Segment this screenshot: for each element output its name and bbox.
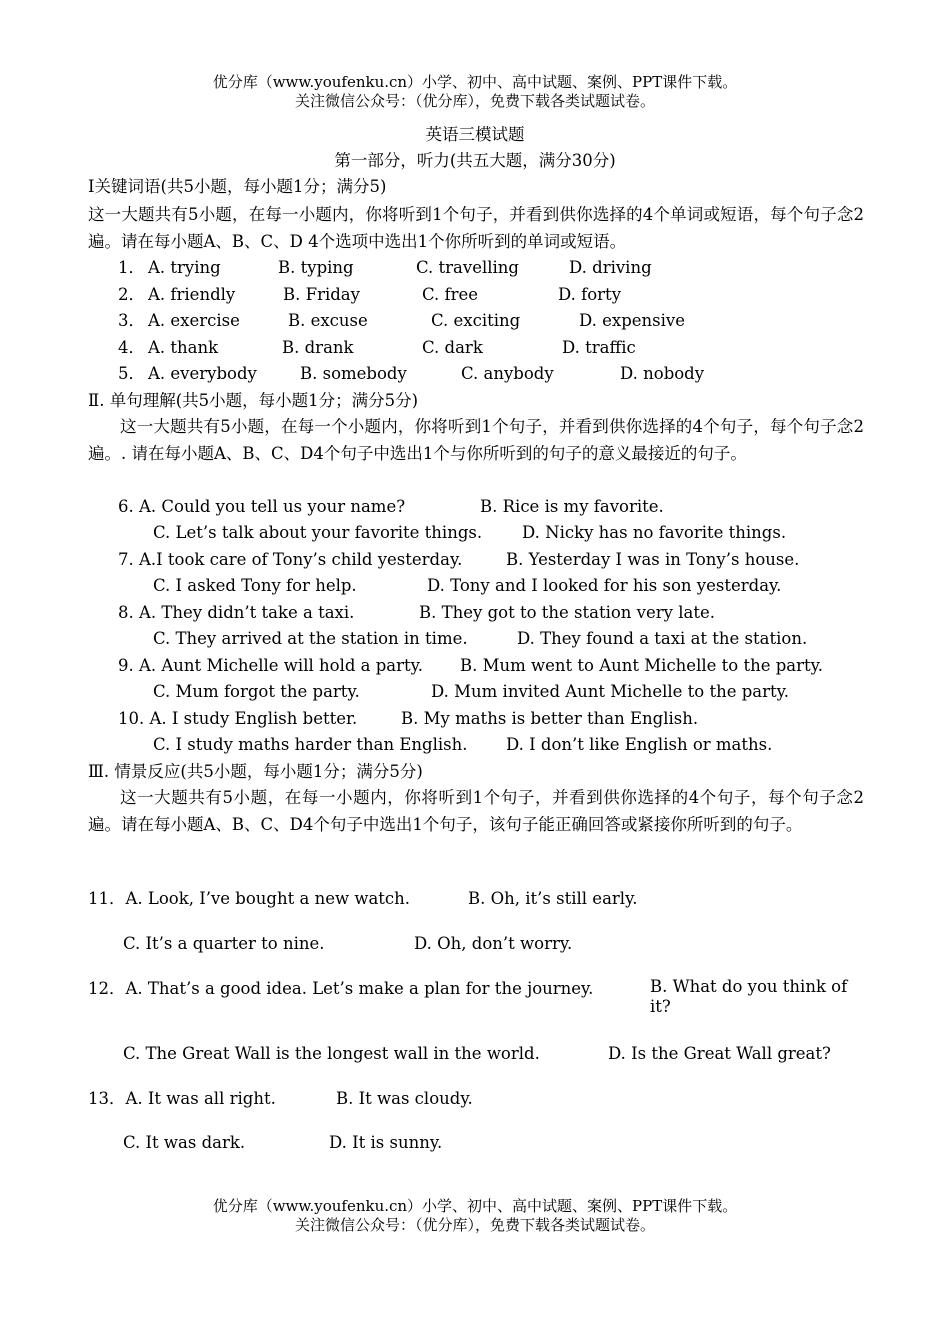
question-number: 1． [118, 258, 145, 277]
option-b: B. Rice is my favorite. [480, 497, 664, 516]
option-a: 8. A. They didn’t take a taxi. [118, 603, 355, 622]
part1-title: 第一部分，听力(共五大题，满分30分) [334, 151, 616, 170]
option-b: B. What do you think of it? [650, 977, 848, 1016]
option-b: B. excuse [288, 311, 368, 330]
exam-title: 英语三模试题 [425, 125, 525, 144]
option-c: C. I study maths harder than English. [153, 735, 468, 754]
option-a: 11．A. Look, I’ve bought a new watch. [88, 889, 411, 908]
question-number: 3． [118, 311, 145, 330]
option-c: C. It’s a quarter to nine. [123, 934, 325, 953]
section3-instructions: 这一大题共有5小题，在每一小题内，你将听到1个句子，并看到供你选择的4个句子，每个句子念2遍。请在每小题A、B、C、D4个句子中选出1个句子，该句子能正确回答或紧接你所听到的句子。 [88, 788, 864, 834]
section1-heading: I关键词语(共5小题，每小题1分；满分5) [88, 177, 387, 196]
option-a: A. friendly [148, 285, 236, 304]
option-b: B. somebody [300, 364, 407, 383]
option-a: 7. A.I took care of Tony’s child yesterday. [118, 550, 463, 569]
section2-instructions: 这一大题共有5小题，在每一个小题内，你将听到1个句子，并看到供你选择的4个句子，每个句子念2遍。. 请在每小题A、B、C、D4个句子中选出1个与你所听到的句子的意义最接近的句子。 [88, 417, 864, 463]
page-footer-line2: 关注微信公众号：（优分库），免费下载各类试题试卷。 [294, 1216, 655, 1234]
option-b: B. They got to the station very late. [419, 603, 715, 622]
option-a: 9. A. Aunt Michelle will hold a party. [118, 656, 424, 675]
option-c: C. free [422, 285, 479, 304]
section1-instructions: 这一大题共有5小题，在每一小题内，你将听到1个句子，并看到供你选择的4个单词或短语，每个句子念2遍。请在每小题A、B、C、D 4个选项中选出1个你所听到的单词或短语。 [88, 205, 864, 251]
option-d: D. Nicky has no favorite things. [522, 523, 787, 542]
option-a: 10. A. I study English better. [118, 709, 358, 728]
page-header-line1: 优分库（www.youfenku.cn）小学、初中、高中试题、案例、PPT课件下载。 [212, 73, 738, 91]
option-d: D. Oh, don’t worry. [414, 934, 573, 953]
option-c: C. travelling [416, 258, 519, 277]
option-c: C. It was dark. [123, 1133, 246, 1152]
section3-heading: Ⅲ. 情景反应(共5小题，每小题1分；满分5分) [88, 762, 423, 781]
question-number: 5． [118, 364, 145, 383]
option-c: C. Mum forgot the party. [153, 682, 360, 701]
question-number: 4． [118, 338, 145, 357]
option-a: A. thank [148, 338, 219, 357]
option-d: D. Mum invited Aunt Michelle to the party. [431, 682, 790, 701]
option-d: D. traffic [562, 338, 636, 357]
option-b: B. Oh, it’s still early. [468, 889, 638, 908]
option-c: C. I asked Tony for help. [153, 576, 357, 595]
option-a: 12．A. That’s a good idea. Let’s make a plan for the journey. [88, 979, 594, 998]
question-number: 2． [118, 285, 145, 304]
page-footer-line1: 优分库（www.youfenku.cn）小学、初中、高中试题、案例、PPT课件下载。 [212, 1197, 738, 1215]
option-c: C. They arrived at the station in time. [153, 629, 468, 648]
section2-heading: Ⅱ. 单句理解(共5小题，每小题1分；满分5分) [88, 391, 419, 410]
option-c: C. dark [422, 338, 483, 357]
option-c: C. exciting [431, 311, 521, 330]
option-a: 13．A. It was all right. [88, 1089, 276, 1108]
option-c: C. Let’s talk about your favorite things. [153, 523, 483, 542]
option-a: A. everybody [148, 364, 257, 383]
option-d: D. driving [569, 258, 652, 277]
option-b: B. typing [278, 258, 354, 277]
option-b: B. Yesterday I was in Tony’s house. [506, 550, 800, 569]
option-b: B. drank [282, 338, 354, 357]
option-a: A. exercise [148, 311, 240, 330]
option-a: 6. A. Could you tell us your name? [118, 497, 406, 516]
option-b: B. Friday [283, 285, 360, 304]
option-c: C. anybody [461, 364, 554, 383]
option-b: B. It was cloudy. [336, 1089, 473, 1108]
option-d: D. nobody [620, 364, 705, 383]
option-b: B. Mum went to Aunt Michelle to the party. [460, 656, 824, 675]
option-d: D. Tony and I looked for his son yesterday. [427, 576, 782, 595]
option-d: D. forty [558, 285, 622, 304]
option-d: D. expensive [579, 311, 685, 330]
option-d: D. It is sunny. [329, 1133, 443, 1152]
page-header-line2: 关注微信公众号：（优分库），免费下载各类试题试卷。 [294, 92, 655, 110]
option-d: D. They found a taxi at the station. [517, 629, 808, 648]
option-d: D. Is the Great Wall great? [608, 1044, 831, 1063]
option-d: D. I don’t like English or maths. [506, 735, 773, 754]
option-a: A. trying [148, 258, 221, 277]
option-c: C. The Great Wall is the longest wall in the world. [123, 1044, 540, 1063]
option-b: B. My maths is better than English. [401, 709, 699, 728]
